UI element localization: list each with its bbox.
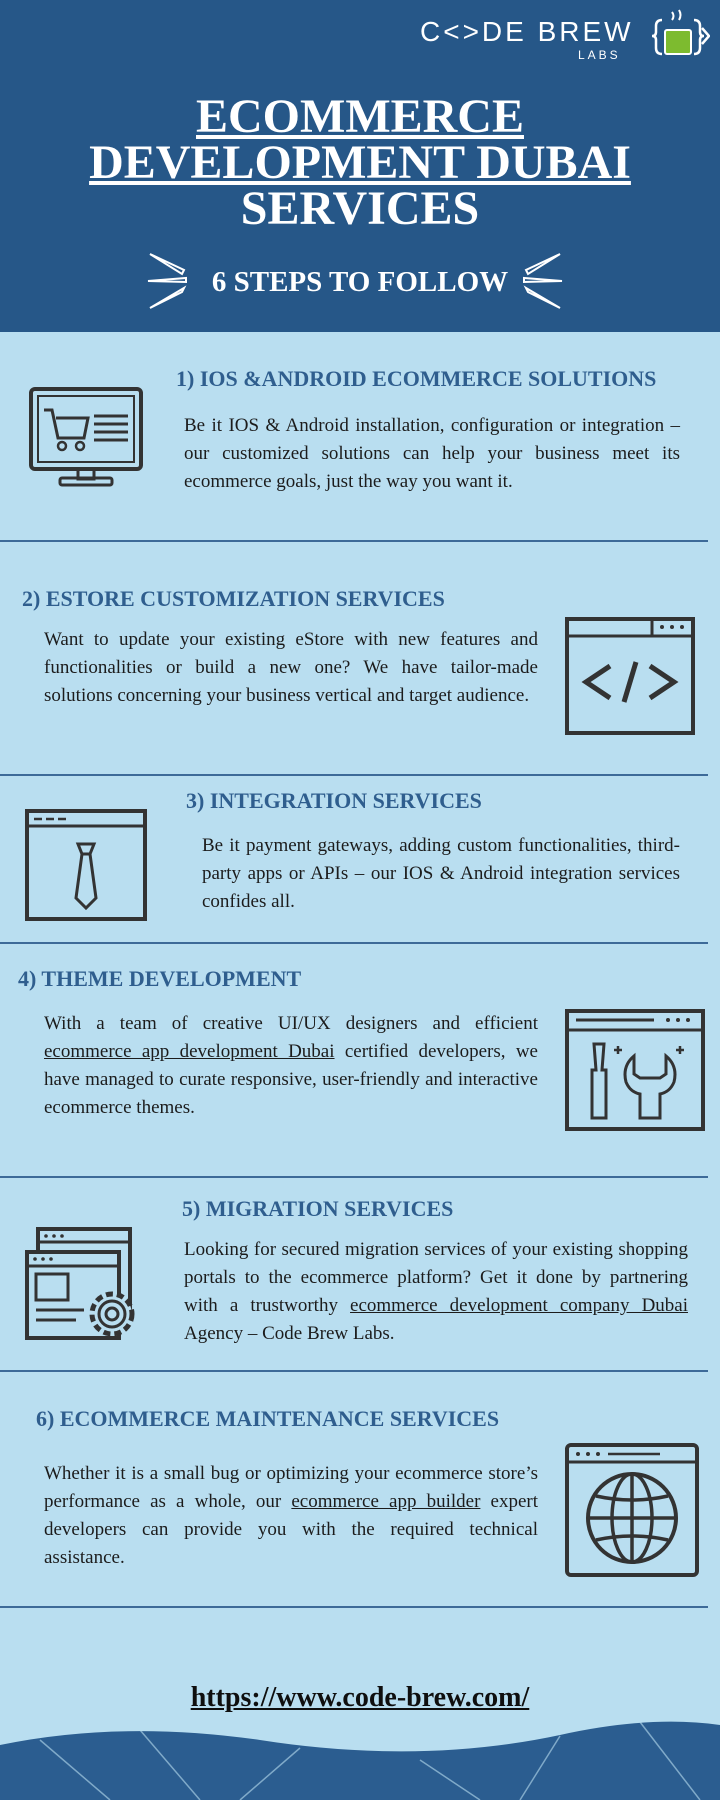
step-1-text: Be it IOS & Android installation, configuration or integration – our customized solutions can help your business meet its ecommerce goals, just the way you want it. xyxy=(184,415,680,492)
subtitle: 6 STEPS TO FOLLOW xyxy=(211,266,509,298)
step-4-text xyxy=(44,1010,538,1122)
divider-2 xyxy=(0,774,708,776)
step-3-text: Be it payment gateways, adding custom functionalities, third-party apps or APIs – our IOS & Android integration services confides all. xyxy=(202,835,680,912)
step-6-text xyxy=(44,1460,538,1572)
divider-4 xyxy=(0,1176,708,1178)
step-4-text-before: With a team of creative UI/UX designers and efficient xyxy=(44,1013,538,1034)
page-title xyxy=(40,90,680,235)
title-line-1: ECOMMERCE xyxy=(196,90,524,143)
step-4-link[interactable]: ecommerce app development Dubai xyxy=(44,1041,335,1062)
windows-gear-icon xyxy=(24,1226,142,1344)
divider-1 xyxy=(0,540,708,542)
logo-sub: LABS xyxy=(578,48,621,62)
step-5-text-before: Looking for secured migration services of your existing shopping portals to the ecommerce platform? Get it done by partnering with a trustworthy xyxy=(184,1239,688,1316)
step-6-title: 6) ECOMMERCE MAINTENANCE SERVICES xyxy=(36,1406,500,1431)
step-4-title: 4) THEME DEVELOPMENT xyxy=(18,966,302,991)
step-5-title: 5) MIGRATION SERVICES xyxy=(182,1196,454,1221)
divider-3 xyxy=(0,942,708,944)
step-2-title: 2) ESTORE CUSTOMIZATION SERVICES xyxy=(22,586,445,611)
logo-text: C<>DE BREW xyxy=(420,16,634,47)
burst-right-icon xyxy=(520,248,564,314)
step-3-title: 3) INTEGRATION SERVICES xyxy=(186,788,482,813)
tie-window-icon xyxy=(24,808,148,922)
step-1-title: 1) IOS &ANDROID ECOMMERCE SOLUTIONS xyxy=(176,366,657,391)
shopping-cart-monitor-icon xyxy=(28,386,144,488)
divider-5 xyxy=(0,1370,708,1372)
step-6-text-before: Whether it is a small bug or optimizing your ecommerce store’s performance as a whole, our xyxy=(44,1463,538,1512)
title-line-2: DEVELOPMENT DUBAI xyxy=(89,136,631,189)
brackets-beaker-icon xyxy=(652,6,710,66)
step-6-text-after: expert developers can provide you with the required technical assistance. xyxy=(44,1491,538,1568)
website-url-link[interactable]: https://www.code-brew.com/ xyxy=(190,1682,530,1713)
step-2-text: Want to update your existing eStore with new features and functionalities or build a new one? We have tailor-made solutions concerning your business vertical and target audience. xyxy=(44,629,538,706)
code-window-icon xyxy=(564,616,696,738)
tools-window-icon xyxy=(564,1008,706,1132)
step-6-link[interactable]: ecommerce app builder xyxy=(291,1491,481,1512)
step-5-link[interactable]: ecommerce development company Dubai xyxy=(350,1295,688,1316)
divider-6 xyxy=(0,1606,708,1608)
step-4-text-after: certified developers, we have managed to curate responsive, user-friendly and interactive ecommerce themes. xyxy=(44,1041,538,1118)
step-5-text xyxy=(184,1236,688,1348)
globe-window-icon xyxy=(564,1442,700,1580)
footer-wave xyxy=(0,1700,720,1800)
code-brew-logo[interactable] xyxy=(420,6,710,66)
step-5-text-after: Agency – Code Brew Labs. xyxy=(184,1323,395,1344)
header-banner xyxy=(0,0,720,332)
title-line-3: SERVICES xyxy=(240,182,480,235)
